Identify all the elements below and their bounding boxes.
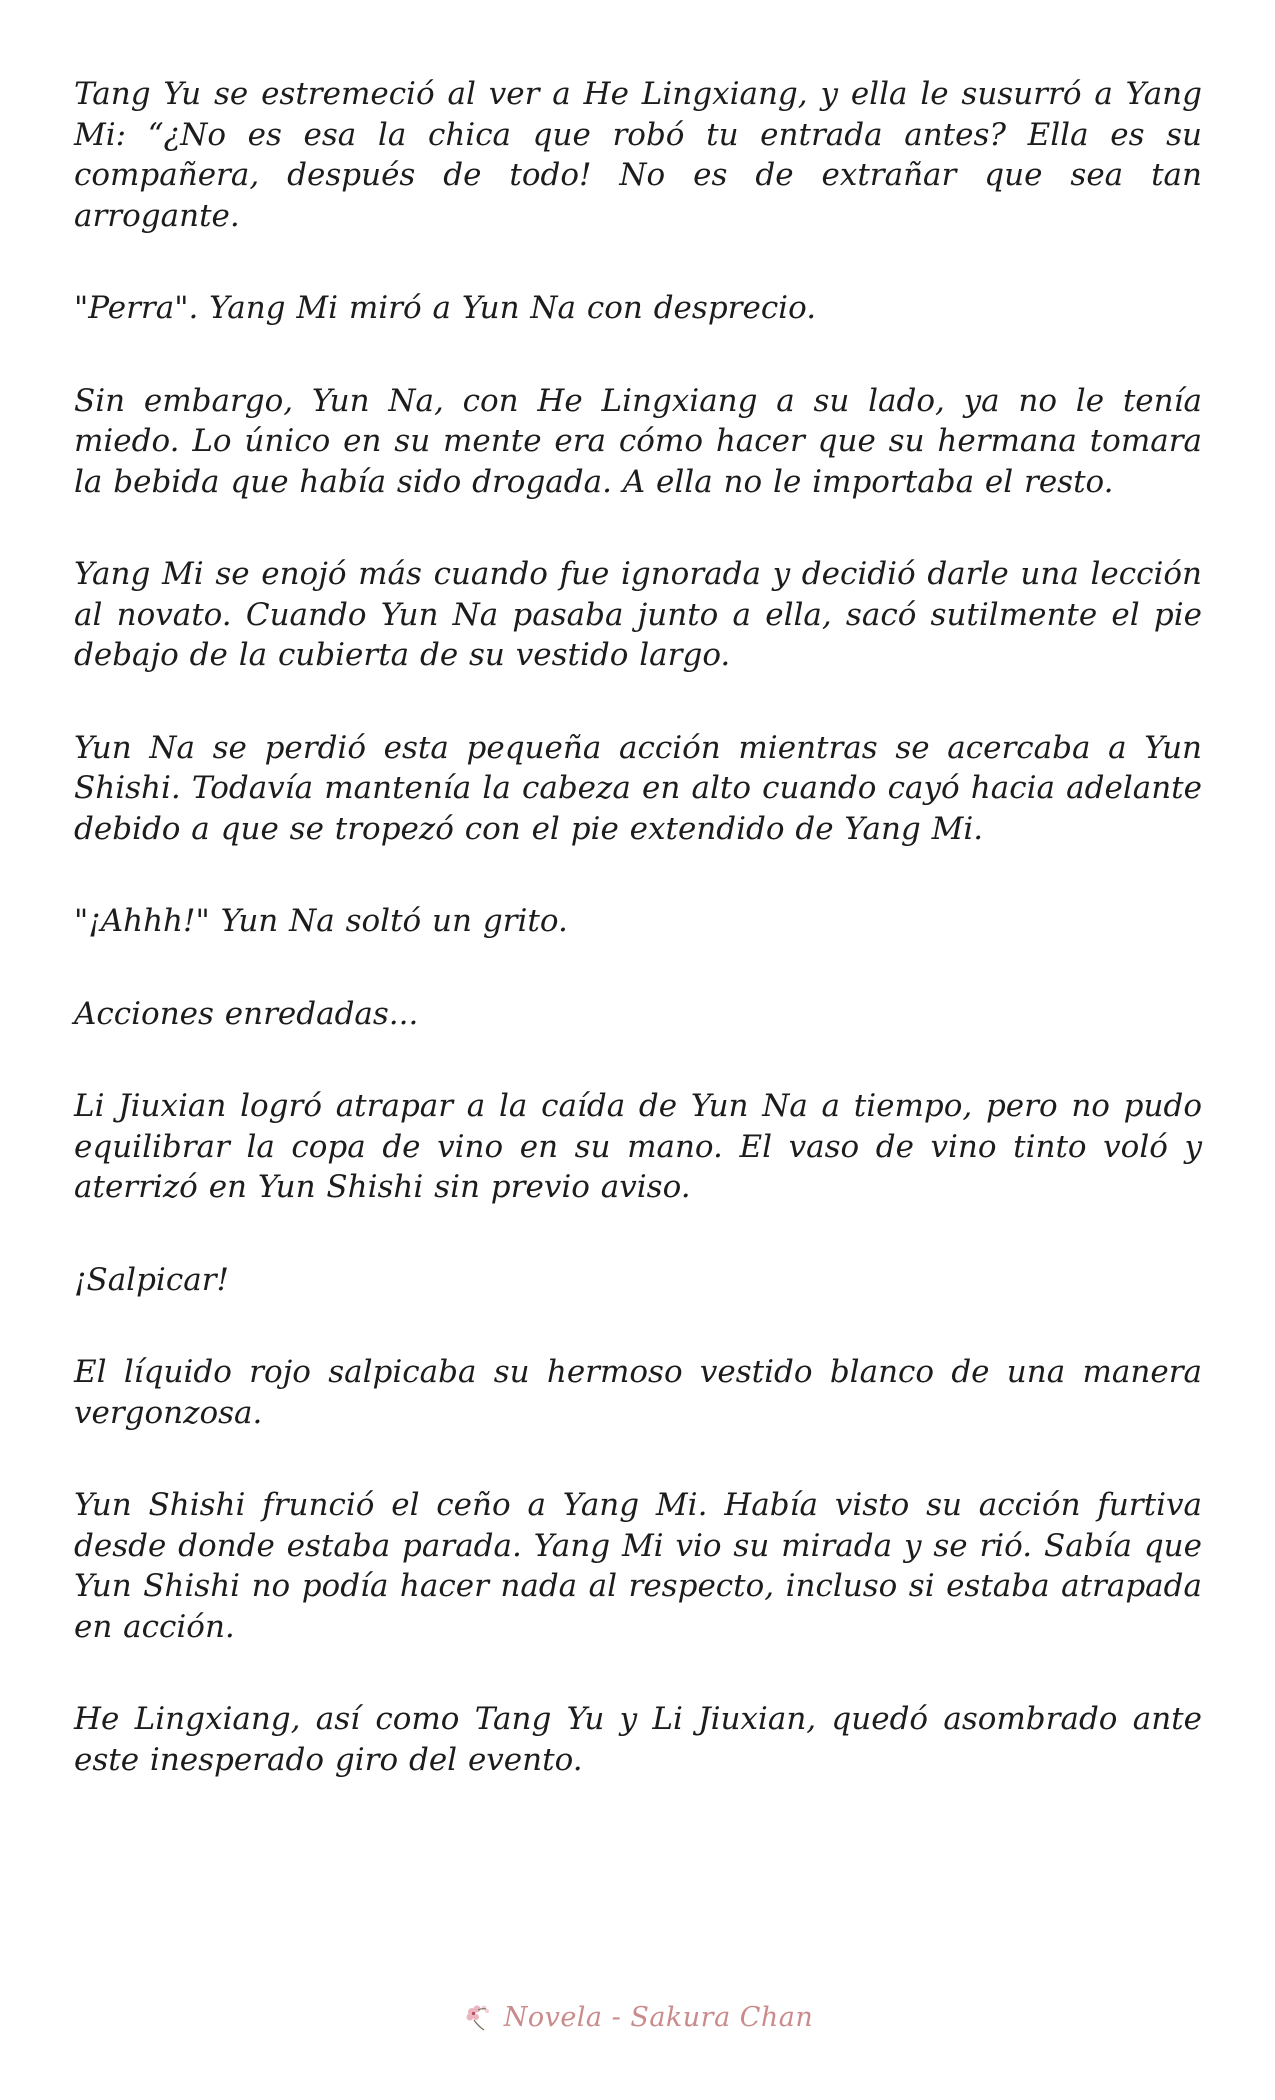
footer-watermark <box>0 1992 1275 2042</box>
footer-text: Novela - Sakura Chan <box>503 2001 814 2033</box>
paragraph-6: "¡Ahhh!" Yun Na soltó un grito. <box>74 903 568 939</box>
paragraph-4: Yang Mi se enojó más cuando fue ignorada y decidió darle una lección al novato. Cuando Yun Na pasaba junto a ella, sacó sutilmente el pie debajo de la cubierta de su vestido largo. <box>74 556 1202 673</box>
paragraph-2: "Perra". Yang Mi miró a Yun Na con desprecio. <box>74 290 817 326</box>
paragraph-11: Yun Shishi frunció el ceño a Yang Mi. Había visto su acción furtiva desde donde estaba parada. Yang Mi vio su mirada y se rió. Sabía que Yun Shishi no podía hacer nada al respecto, incluso si estaba atrapada en acción. <box>74 1487 1202 1645</box>
paragraph-12: He Lingxiang, así como Tang Yu y Li Jiuxian, quedó asombrado ante este inesperado giro del evento. <box>74 1701 1202 1778</box>
paragraph-8: Li Jiuxian logró atrapar a la caída de Yun Na a tiempo, pero no pudo equilibrar la copa de vino en su mano. El vaso de vino tinto voló y aterrizó en Yun Shishi sin previo aviso. <box>74 1088 1202 1205</box>
paragraph-1: Tang Yu se estremeció al ver a He Lingxiang, y ella le susurró a Yang Mi: “¿No es esa la chica que robó tu entrada antes? Ella es su compañera, después de todo! No es de extrañar que sea tan arrogante. <box>74 76 1202 234</box>
paragraph-9: ¡Salpicar! <box>74 1261 229 1298</box>
footer-content <box>462 2000 814 2034</box>
document-body <box>74 74 1202 1832</box>
paragraph-7: Acciones enredadas... <box>74 995 419 1032</box>
paragraph-5: Yun Na se perdió esta pequeña acción mientras se acercaba a Yun Shishi. Todavía mantenía la cabeza en alto cuando cayó hacia adelante debido a que se tropezó con el pie extendido de Yang Mi. <box>74 729 1202 847</box>
paragraph-10: El líquido rojo salpicaba su hermoso vestido blanco de una manera vergonzosa. <box>74 1354 1202 1431</box>
paragraph-3: Sin embargo, Yun Na, con He Lingxiang a su lado, ya no le tenía miedo. Lo único en su mente era cómo hacer que su hermana tomara la bebida que había sido drogada. A ella no le importaba el resto. <box>74 382 1202 500</box>
sakura-flower-icon <box>462 2000 496 2034</box>
